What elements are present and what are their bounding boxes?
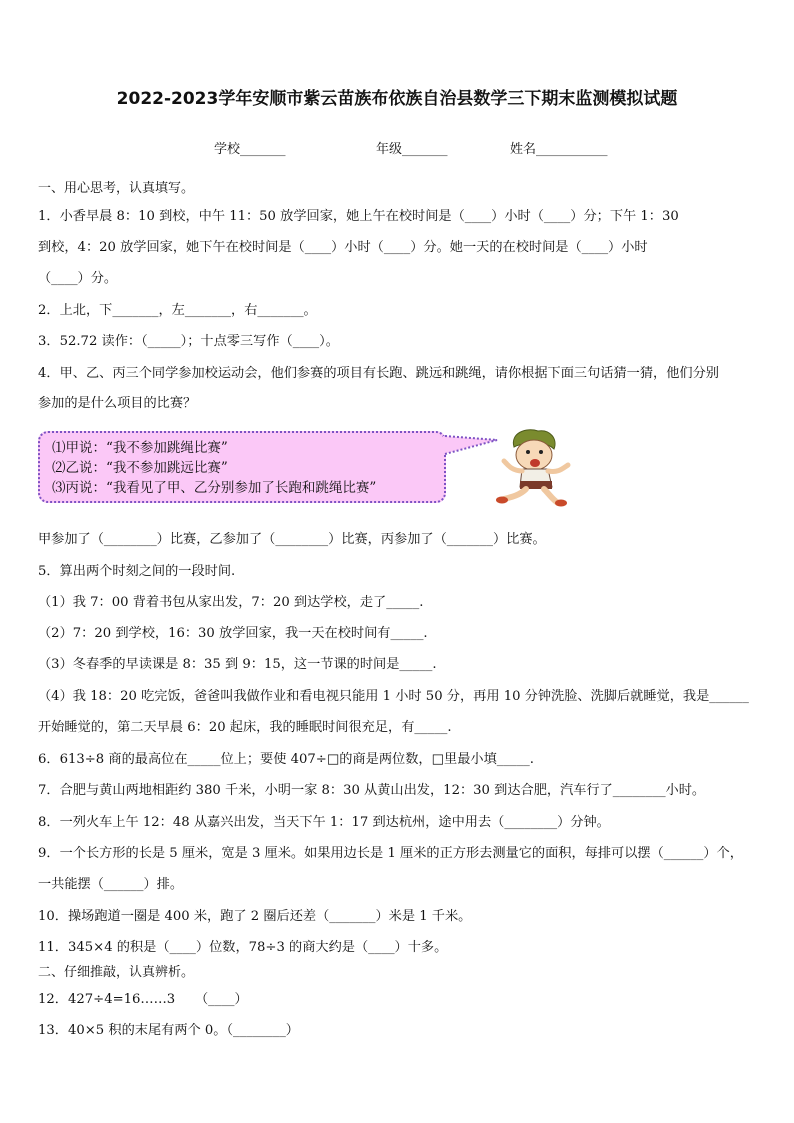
school-field: 学校_______ xyxy=(214,142,286,157)
name-field: 姓名___________ xyxy=(510,142,608,157)
question-7: 7．合肥与黄山两地相距约 380 千米，小明一家 8：30 从黄山出发，12：30 到达合肥，汽车行了________小时。 xyxy=(38,783,706,798)
question-1-line-3: （____）分。 xyxy=(38,271,118,286)
question-9-line-1: 9．一个长方形的长是 5 厘米，宽是 3 厘米。如果用边长是 1 厘米的正方形去测量它的面积，每排可以摆（______）个， xyxy=(38,846,743,861)
question-8: 8．一列火车上午 12：48 从嘉兴出发，当天下午 1：17 到达杭州，途中用去（________）分钟。 xyxy=(38,815,610,830)
grade-field: 年级_______ xyxy=(376,142,448,157)
question-5-part-4-line-2: 开始睡觉的，第二天早晨 6：20 起床，我的睡眠时间很充足，有_____. xyxy=(38,720,452,735)
question-4-line-2: 参加的是什么项目的比赛？ xyxy=(38,396,197,411)
page-title: 2022-2023学年安顺市紫云苗族布依族自治县数学三下期末监测模拟试题 xyxy=(116,89,678,109)
bubble-line-2: ⑵乙说：“我不参加跳远比赛” xyxy=(52,460,228,476)
running-boy-icon xyxy=(492,425,578,507)
bubble-line-3: ⑶丙说：“我看见了甲、乙分别参加了长跑和跳绳比赛” xyxy=(52,480,377,496)
bubble-line-1: ⑴甲说：“我不参加跳绳比赛” xyxy=(52,440,228,456)
question-11: 11．345×4 的积是（____）位数，78÷3 的商大约是（____）十多。 xyxy=(38,940,448,955)
question-12: 12．427÷4=16……3 （____） xyxy=(38,992,248,1007)
speech-bubble xyxy=(38,431,446,503)
question-5-part-4-line-1: （4）我 18：20 吃完饭，爸爸叫我做作业和看电视只能用 1 小时 50 分，再用 10 分钟洗脸、洗脚后就睡觉，我是______ xyxy=(38,689,749,704)
question-2: 2．上北，下_______，左_______，右_______。 xyxy=(38,303,317,318)
question-4-answer: 甲参加了（________）比赛，乙参加了（________）比赛，丙参加了（_______）比赛。 xyxy=(38,532,546,547)
question-13: 13．40×5 积的末尾有两个 0。（________） xyxy=(38,1023,299,1038)
question-6: 6．613÷8 商的最高位在_____位上；要使 407÷□的商是两位数，□里最小填_____. xyxy=(38,752,534,767)
question-5-part-2: （2）7：20 到学校，16：30 放学回家，我一天在校时间有_____. xyxy=(38,626,428,641)
question-5-stem: 5．算出两个时刻之间的一段时间. xyxy=(38,564,236,579)
question-5-part-3: （3）冬春季的早读课是 8：35 到 9：15，这一节课的时间是_____. xyxy=(38,657,437,672)
section-2-heading: 二、仔细推敲，认真辨析。 xyxy=(38,965,195,980)
question-4-line-1: 4．甲、乙、丙三个同学参加校运动会，他们参赛的项目有长跑、跳远和跳绳，请你根据下面三句话猜一猜，他们分别 xyxy=(38,366,719,381)
question-3: 3．52.72 读作：（_____）；十点零三写作（____）。 xyxy=(38,334,339,349)
question-9-line-2: 一共能摆（______）排。 xyxy=(38,877,184,892)
question-1-line-2: 到校，4：20 放学回家，她下午在校时间是（____）小时（____）分。她一天的在校时间是（____）小时 xyxy=(38,240,648,255)
question-10: 10．操场跑道一圈是 400 米，跑了 2 圈后还差（_______）米是 1 千米。 xyxy=(38,909,472,924)
question-1-line-1: 1．小香早晨 8：10 到校，中午 11：50 放学回家，她上午在校时间是（____）小时（____）分；下午 1：30 xyxy=(38,209,679,224)
section-1-heading: 一、用心思考，认真填写。 xyxy=(38,181,195,196)
question-5-part-1: （1）我 7：00 背着书包从家出发，7：20 到达学校，走了_____. xyxy=(38,595,424,610)
